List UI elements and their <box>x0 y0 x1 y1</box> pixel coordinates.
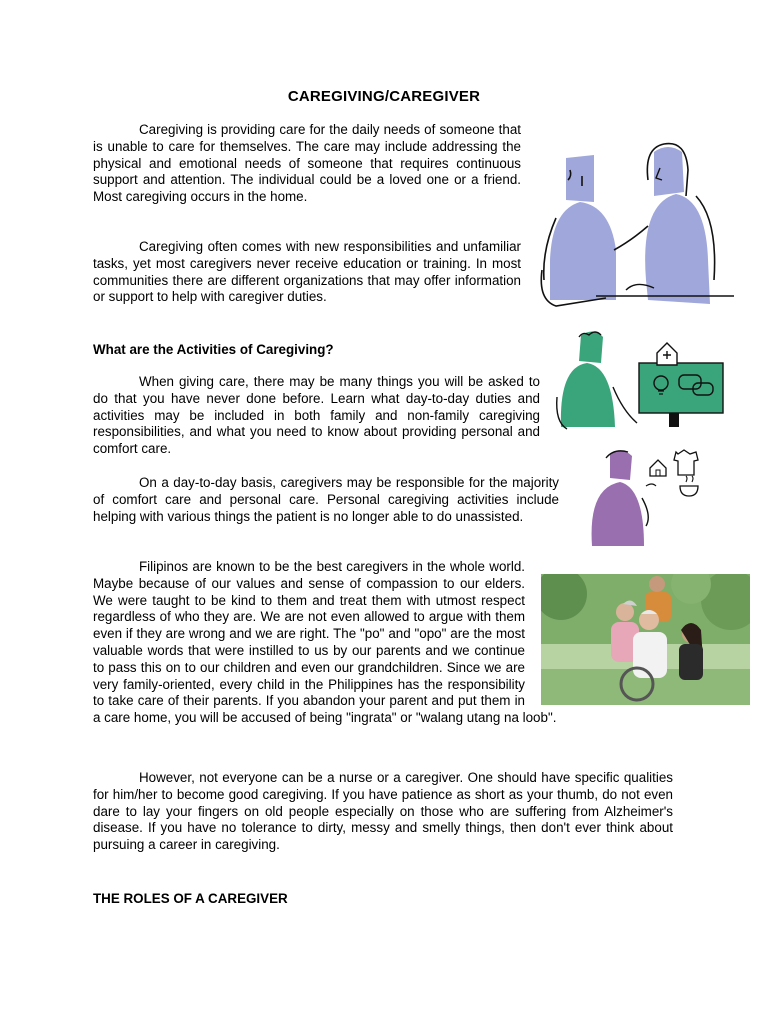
document-title: CAREGIVING/CAREGIVER <box>287 88 481 105</box>
photo-image <box>541 574 750 705</box>
person-thinking-home-clothes-food-illustration <box>586 446 706 548</box>
qualities-paragraph: However, not everyone can be a nurse or a caregiver. One should have specific qualities for him/her to become good caregiving. If you have patience as short as your thumb, do not even dare to lay your fingers on old people especially on those who are suffering from Alzheimer's disease. If you have no tolerance to dirty, messy and smelly things, then don't ever think about pursuing a career in caregiving. <box>93 770 673 853</box>
intro-paragraph-1: Caregiving is providing care for the daily needs of someone that is unable to care for themselves. The care may include addressing the physical and emotional needs of someone that requires continuous support and attention. The individual could be a loved one or a friend. Most caregiving occurs in the home. <box>93 122 521 205</box>
filipino-paragraph: Filipinos are known to be the best caregivers in the whole world. Maybe because of our values and sense of compassion to our elders. We were taught to be kind to them and treat them with utmost respect regardless of who they are. We are not even allowed to argue with them even if they are wrong and we are right. The "po" and "opo" are the most valuable words that were instilled to us by our parents and we continue to pass this on to our children and even our grandchildren. Since we are very family-oriented, every child in the Philippines has the responsibility to take care of their parents. If you abandon your parent and put them in a care home, you will be accused of being "ingrata" or "walang utang na loob". <box>93 559 673 727</box>
activities-paragraph-2: On a day-to-day basis, caregivers may be responsible for the majority of comfort care and personal care. Personal caregiving activities include helping with various things the patient is no longer able to do unassisted. <box>93 475 559 524</box>
heading-roles: THE ROLES OF A CAREGIVER <box>93 891 288 906</box>
person-with-health-info-board-illustration <box>553 327 728 432</box>
activities-paragraph-1: When giving care, there may be many things you will be asked to do that you have never done before. Learn what day-to-day duties and activities may be included in both family and non-family caregiving responsibilities, and what you need to know about providing personal and comfort care. <box>93 374 540 457</box>
heading-activities: What are the Activities of Caregiving? <box>93 342 334 357</box>
intro-paragraph-2: Caregiving often comes with new responsibilities and unfamiliar tasks, yet most caregivers never receive education or training. In most communities there are different organizations that may offer information or support to help with caregiver duties. <box>93 239 521 305</box>
family-with-elderly-man-in-wheelchair-photo <box>541 574 750 705</box>
two-people-holding-hands-illustration <box>536 140 736 308</box>
